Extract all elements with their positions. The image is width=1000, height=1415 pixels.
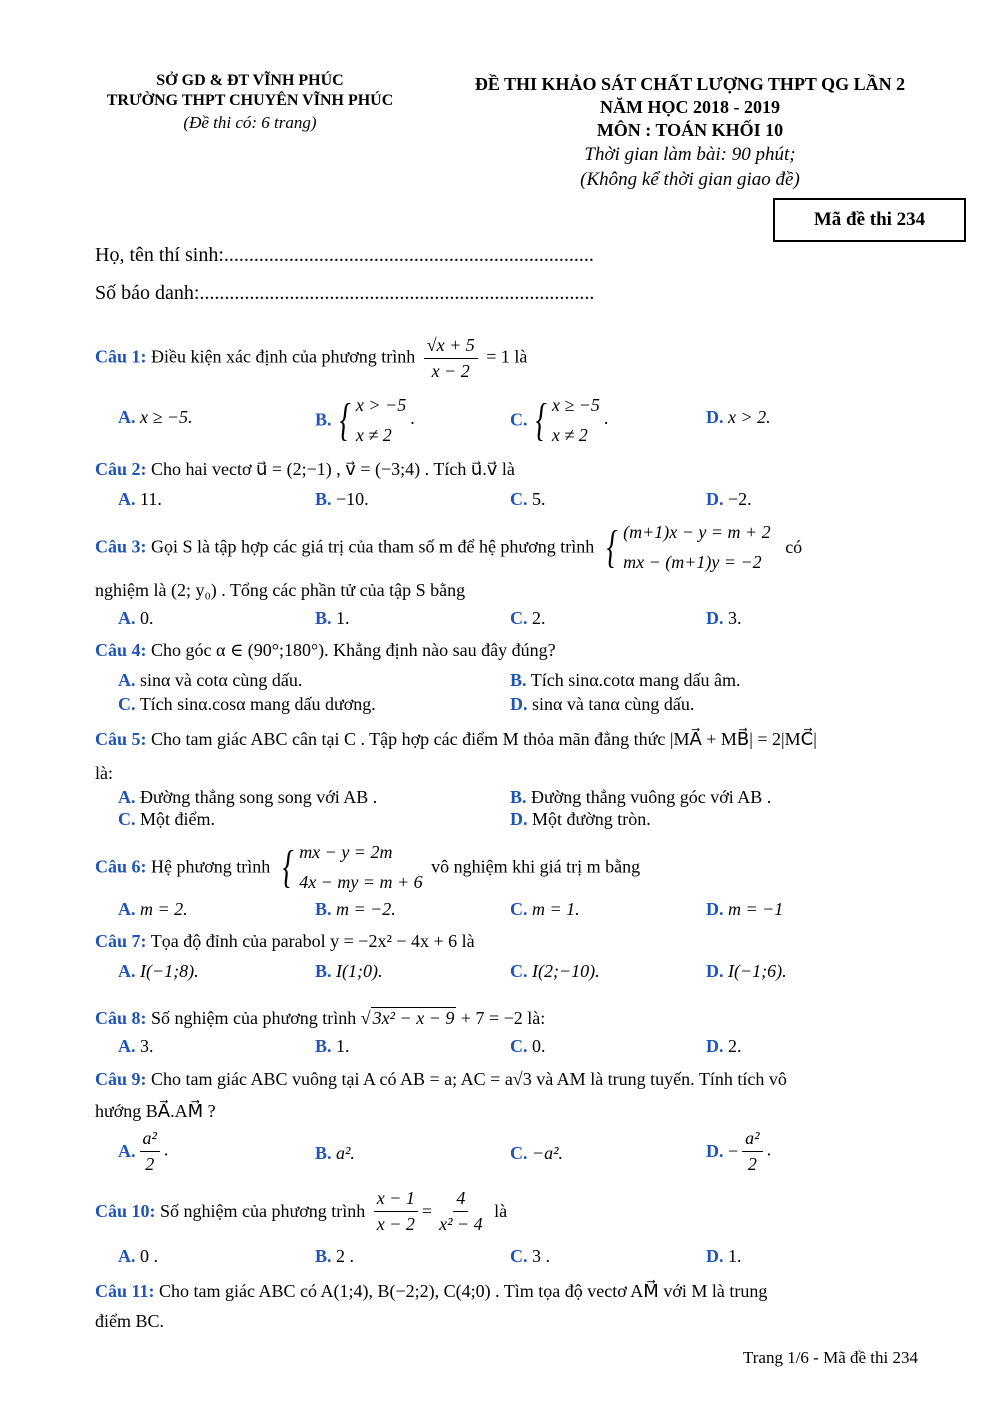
option-c[interactable]: C. 3 . <box>510 1246 550 1266</box>
option-a[interactable]: A. 3. <box>118 1036 154 1056</box>
question-text: Điều kiện xác định của phương trình <box>151 346 416 367</box>
question-5-line2: là: <box>95 763 113 783</box>
option-b[interactable]: B. 1. <box>315 608 350 628</box>
question-9-line2: hướng BA⃗.AM⃗ ? <box>95 1101 216 1121</box>
question-3: Câu 3: Gọi S là tập hợp các giá trị của tham số m để hệ phương trình { (m+1)x − y = m + 2 mx − (m+1)y = −2 có <box>95 521 803 572</box>
option-b[interactable]: B. { x > −5 x ≠ 2 . <box>315 394 415 445</box>
option-d[interactable]: D. − $\frac{\text{a²}}{2}$ . <box>706 1128 772 1174</box>
option-b[interactable]: B. 1. <box>315 1036 350 1056</box>
option-d[interactable]: D. sinα và tanα cùng dấu. <box>510 694 695 714</box>
option-a[interactable]: A. x ≥ −5. <box>118 407 193 427</box>
option-d[interactable]: D. 1. <box>706 1246 742 1266</box>
option-d[interactable]: D. −2. <box>706 489 752 509</box>
option-b[interactable]: B. −10. <box>315 489 369 509</box>
question-9: Câu 9: Cho tam giác ABC vuông tại A có AB = a; AC = a√3 và AM là trung tuyến. Tính tích vô <box>95 1069 787 1089</box>
option-c[interactable]: C. { x ≥ −5 x ≠ 2 . <box>510 394 609 445</box>
option-a[interactable]: A. 0. <box>118 608 154 628</box>
option-c[interactable]: C. −a². <box>510 1143 564 1163</box>
question-11-line2: điểm BC. <box>95 1311 165 1331</box>
option-c[interactable]: C. I(2;−10). <box>510 961 600 981</box>
exam-subject: MÔN : TOÁN KHỐI 10 <box>596 120 784 140</box>
option-d[interactable]: D. I(−1;6). <box>706 961 787 981</box>
exam-code: Mã đề thi 234 <box>813 209 926 230</box>
option-a[interactable]: A. sinα và cotα cùng dấu. <box>118 670 303 690</box>
exam-title: ĐỀ THI KHẢO SÁT CHẤT LƯỢNG THPT QG LẦN 2 <box>474 74 906 94</box>
option-c[interactable]: C. 2. <box>510 608 546 628</box>
option-b[interactable]: B. Đường thẳng vuông góc với AB . <box>510 787 772 807</box>
question-7: Câu 7: Tọa độ đỉnh của parabol y = −2x² − 4x + 6 là <box>95 931 475 951</box>
exam-note: (Không kể thời gian giao đề) <box>580 169 800 190</box>
question-label: Câu 1: <box>95 346 147 367</box>
question-4: Câu 4: Cho góc α ∈ (90°;180°). Khẳng định nào sau đây đúng? <box>95 640 556 660</box>
option-b[interactable]: B. I(1;0). <box>315 961 383 981</box>
fraction: $\frac{√x + 5}{x - 2}$ <box>424 335 478 382</box>
option-c[interactable]: C. Một điểm. <box>118 809 215 829</box>
option-b[interactable]: B. Tích sinα.cotα mang dấu âm. <box>510 670 741 690</box>
option-d[interactable]: D. 3. <box>706 608 742 628</box>
exam-code-box <box>773 198 966 242</box>
option-d[interactable]: D. m = −1 <box>706 899 784 919</box>
option-a[interactable]: A. 11. <box>118 489 162 509</box>
student-id-field: Số báo danh:............................................................................... <box>95 282 595 304</box>
option-a[interactable]: A. I(−1;8). <box>118 961 199 981</box>
question-2: Câu 2: Cho hai vectơ u⃗ = (2;−1) , v⃗ = (−3;4) . Tích u⃗.v⃗ là <box>95 459 515 479</box>
question-1: Câu 1: Điều kiện xác định của phương trình $\frac{√x + 5}{x - 2}$ = 1 là <box>95 335 528 381</box>
question-3-line2: nghiệm là (2; y₀) . Tổng các phần tử của tập S bằng <box>95 580 466 600</box>
option-b[interactable]: B. a². <box>315 1143 355 1163</box>
option-d[interactable]: D. Một đường tròn. <box>510 809 651 829</box>
header-dept: SỞ GD & ĐT VĨNH PHÚC <box>156 72 344 89</box>
option-c[interactable]: C. Tích sinα.cosα mang dấu dương. <box>118 694 376 714</box>
option-a[interactable]: A. $\frac{\text{a²}}{2}$ . <box>118 1128 169 1174</box>
question-5: Câu 5: Cho tam giác ABC cân tại C . Tập hợp các điểm M thỏa mãn đẳng thức |MA⃗ + MB⃗| = 2|MC⃗| <box>95 729 817 749</box>
header-pages: (Đề thi có: 6 trang) <box>183 113 317 132</box>
option-c[interactable]: C. m = 1. <box>510 899 580 919</box>
option-d[interactable]: D. 2. <box>706 1036 742 1056</box>
exam-time: Thời gian làm bài: 90 phút; <box>584 144 796 165</box>
header-school: TRƯỜNG THPT CHUYÊN VĨNH PHÚC <box>106 92 394 109</box>
option-c[interactable]: C. 0. <box>510 1036 546 1056</box>
option-a[interactable]: A. m = 2. <box>118 899 188 919</box>
option-a[interactable]: A. Đường thẳng song song với AB . <box>118 787 378 807</box>
exam-year: NĂM HỌC 2018 - 2019 <box>600 97 780 117</box>
option-c[interactable]: C. 5. <box>510 489 546 509</box>
radicand: 3x² − x − 9 <box>372 1008 455 1028</box>
option-b[interactable]: B. m = −2. <box>315 899 396 919</box>
option-a[interactable]: A. 0 . <box>118 1246 158 1266</box>
question-8: Câu 8: Số nghiệm của phương trình √ 3x² − x − 9 + 7 = −2 là: <box>95 1008 546 1028</box>
question-11: Câu 11: Cho tam giác ABC có A(1;4), B(−2;2), C(4;0) . Tìm tọa độ vectơ AM⃗ với M là trung <box>95 1281 768 1301</box>
question-6: Câu 6: Hệ phương trình { mx − y = 2m 4x − my = m + 6 vô nghiệm khi giá trị m bằng <box>95 841 641 892</box>
option-d[interactable]: D. x > 2. <box>706 407 771 427</box>
page-footer: Trang 1/6 - Mã đề thi 234 <box>742 1348 918 1367</box>
question-10: Câu 10: Số nghiệm của phương trình $\frac{x - 1}{x - 2}$ = $\frac{4}{\text{x² − 4}}$ là <box>95 1188 508 1234</box>
option-b[interactable]: B. 2 . <box>315 1246 355 1266</box>
student-name-field: Họ, tên thí sinh:.......................................................................... <box>95 244 594 266</box>
